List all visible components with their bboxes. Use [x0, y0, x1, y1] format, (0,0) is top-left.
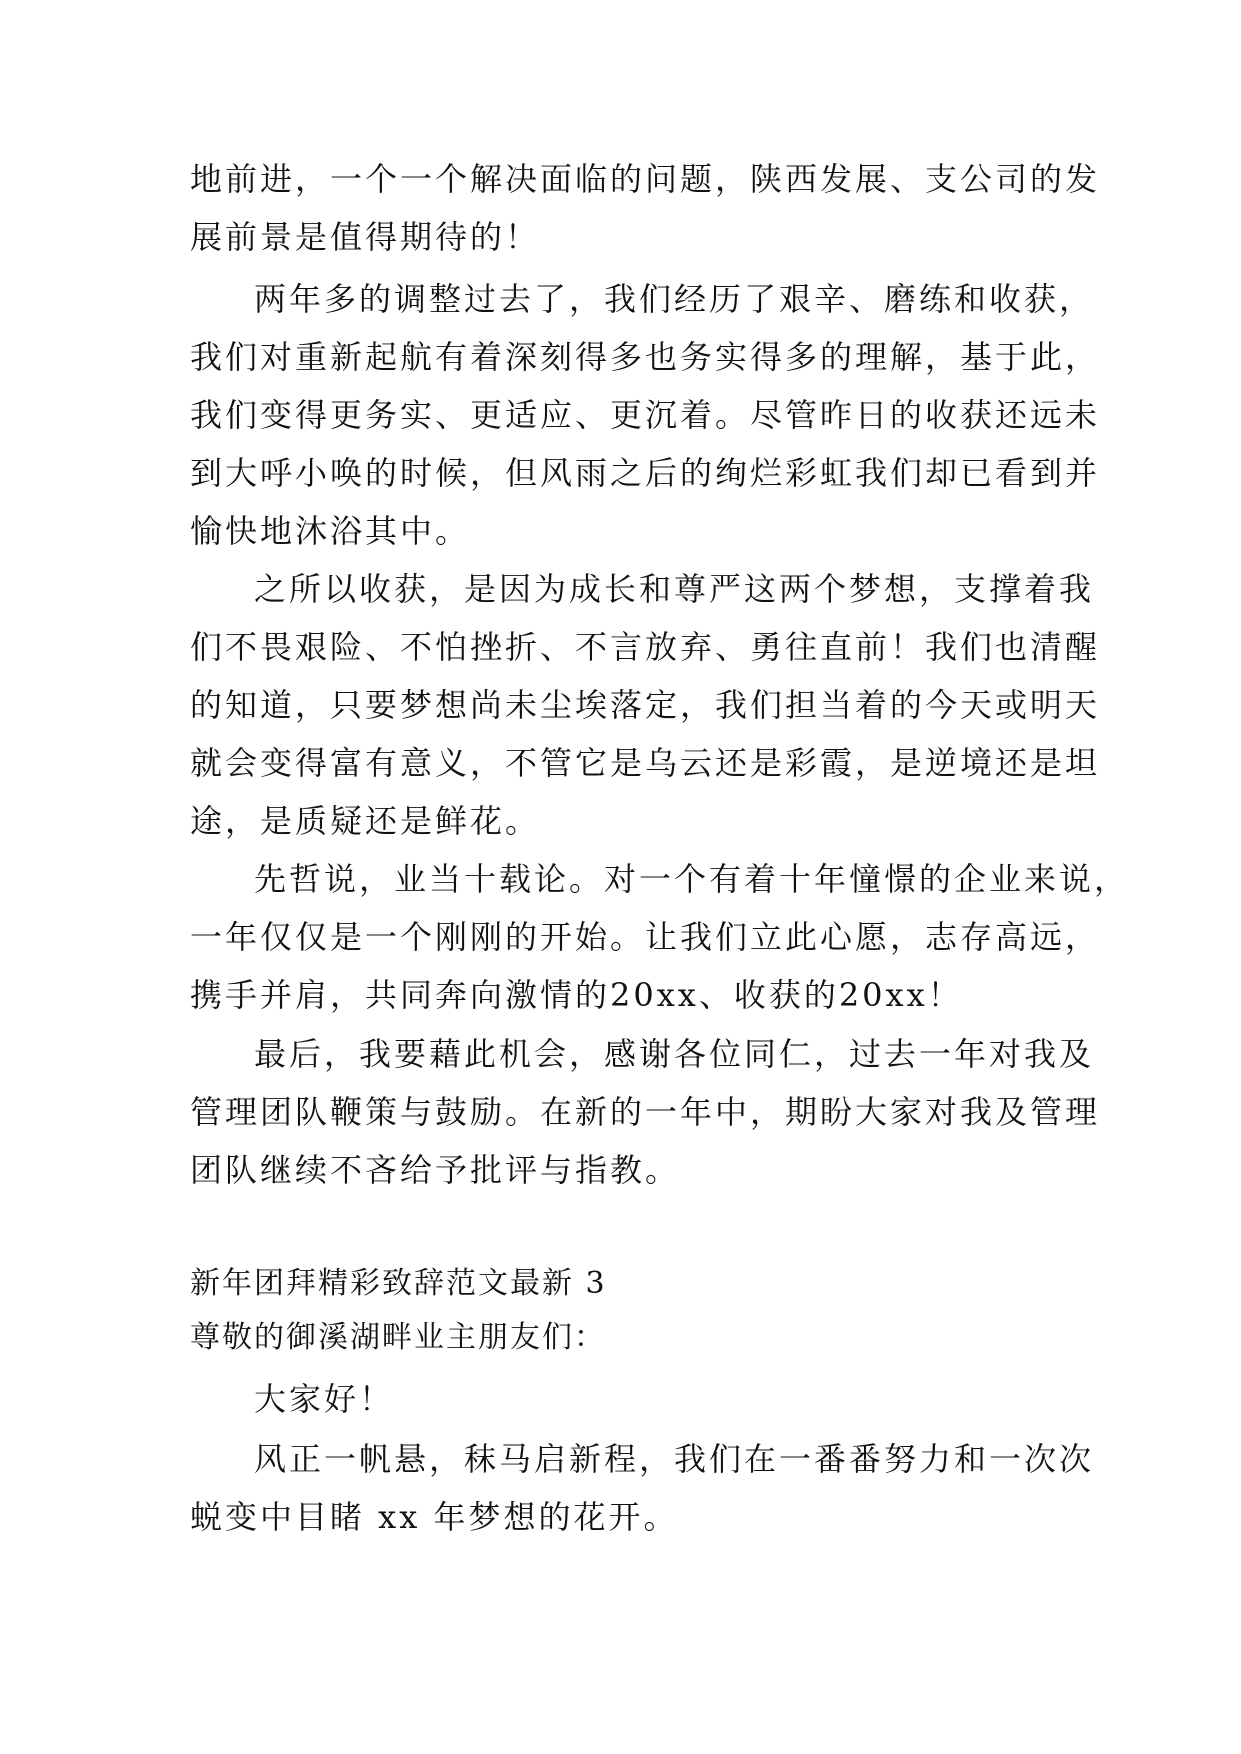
text-line: 们不畏艰险、不怕挫折、不言放弃、勇往直前！我们也清醒: [190, 628, 1101, 666]
text-line: 地前进，一个一个解决面临的问题，陕西发展、支公司的发: [190, 160, 1101, 198]
salutation: 尊敬的御溪湖畔业主朋友们：: [190, 1320, 606, 1355]
paragraph-ten-years: [190, 850, 1130, 1024]
greeting-paragraph: [190, 1370, 1070, 1428]
section-title: 新年团拜精彩致辞范文最新 3: [190, 1266, 607, 1301]
paragraph-adjustment: [190, 270, 1101, 560]
text-line: 携手并肩，共同奔向激情的20xx、收获的20xx！: [190, 976, 963, 1014]
paragraph-new-journey: [190, 1430, 1095, 1546]
text-line: 一年仅仅是一个刚刚的开始。让我们立此心愿，志存高远，: [190, 918, 1101, 956]
text-line: 最后，我要藉此机会，感谢各位同仁，过去一年对我及: [254, 1035, 1095, 1073]
paragraph-continuation: [190, 150, 1101, 266]
paragraph-dreams: [190, 560, 1101, 850]
greeting: 大家好！: [254, 1380, 395, 1418]
text-line: 我们对重新起航有着深刻得多也务实得多的理解，基于此，: [190, 338, 1101, 376]
text-line: 管理团队鞭策与鼓励。在新的一年中，期盼大家对我及管理: [190, 1093, 1101, 1131]
paragraph-thanks: [190, 1025, 1101, 1199]
text-line: 愉快地沐浴其中。: [190, 512, 471, 550]
text-line: 之所以收获，是因为成长和尊严这两个梦想，支撑着我: [254, 570, 1095, 608]
text-line: 到大呼小唤的时候，但风雨之后的绚烂彩虹我们却已看到并: [190, 454, 1101, 492]
text-line: 蜕变中目睹 xx 年梦想的花开。: [190, 1498, 679, 1536]
text-line: 就会变得富有意义，不管它是乌云还是彩霞，是逆境还是坦: [190, 744, 1101, 782]
text-line: 先哲说，业当十载论。对一个有着十年憧憬的企业来说，: [254, 860, 1130, 898]
text-line: 展前景是值得期待的！: [190, 218, 541, 256]
text-line: 团队继续不吝给予批评与指教。: [190, 1151, 681, 1189]
text-line: 的知道，只要梦想尚未尘埃落定，我们担当着的今天或明天: [190, 686, 1101, 724]
text-line: 两年多的调整过去了，我们经历了艰辛、磨练和收获，: [254, 280, 1095, 318]
text-line: 途，是质疑还是鲜花。: [190, 802, 541, 840]
text-line: 风正一帆悬，秣马启新程，我们在一番番努力和一次次: [254, 1440, 1095, 1478]
text-line: 我们变得更务实、更适应、更沉着。尽管昨日的收获还远未: [190, 396, 1101, 434]
